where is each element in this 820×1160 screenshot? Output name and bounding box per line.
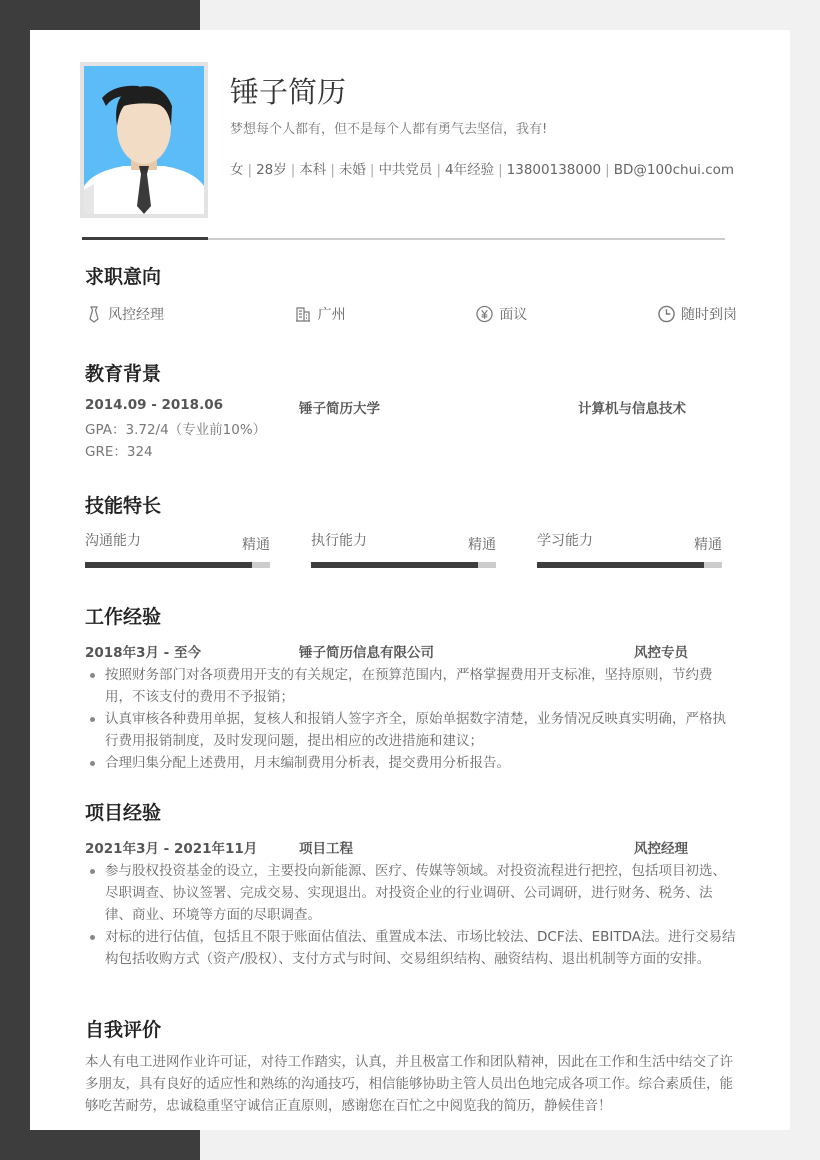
intent-city [295,304,346,324]
list-item: 参与股权投资基金的设立，主要投向新能源、医疗、传媒等领域。对投资流程进行把控，包括项目初选、尽职调查、协议签署、完成交易、实现退出。对投资企业的行业调研、公司调研，进行财务、税务、法律、商业、环境等方面的尽职调查。 [85,860,737,926]
gender: 女 [230,162,244,178]
motto: 梦想每个人都有，但不是每个人都有勇气去坚信，我有! [230,122,548,137]
list-item: 对标的进行估值，包括且不限于账面估值法、重置成本法、市场比较法、DCF法、EBITDA法。进行交易结构包括收购方式（资产/股权）、支付方式与时间、交易组织结构、融资结构、退出机制等方面的安排。 [85,926,737,970]
intent-city-label: 广州 [317,307,346,323]
education-school: 锤子简历大学 [299,401,380,417]
age: 28岁 [256,162,287,178]
self-evaluation: 本人有电工进网作业许可证，对待工作踏实，认真，并且极富工作和团队精神，因此在工作和生活中结交了许多朋友，具有良好的适应性和熟练的沟通技巧，相信能够协助主管人员出色地完成各项工作。综合素质佳，能够吃苦耐劳，忠诚稳重坚守诚信正直原则，感谢您在百忙之中阅览我的简历，静候佳音！ [85,1054,733,1114]
section-title-skills: 技能特长 [85,495,162,517]
section-title-intent: 求职意向 [85,266,162,288]
candidate-name: 锤子简历 [230,75,347,109]
avatar-illustration [84,66,204,214]
skills-list [85,530,737,570]
work-role: 风控专员 [634,645,688,661]
degree: 本科 [299,162,327,178]
intent-availability [658,304,737,324]
yen-icon [476,306,493,323]
section-title-work: 工作经验 [85,606,162,628]
political-status: 中共党员 [378,162,433,178]
project-role: 风控经理 [634,841,688,857]
intent-availability-label: 随时到岗 [680,307,737,323]
work-company: 锤子简历信息有限公司 [299,645,434,661]
avatar [80,62,208,218]
skill-bar-fill [311,562,478,568]
section-title-self: 自我评价 [85,1019,162,1041]
intent-salary [476,304,527,324]
education-gpa: GPA：3.72/4（专业前10%） [85,422,267,438]
skill-level: 精通 [468,537,496,553]
list-item: 按照财务部门对各项费用开支的有关规定，在预算范围内，严格掌握费用开支标准，坚持原则，节约费用，不该支付的费用不予报销； [85,664,737,708]
skill-name: 执行能力 [311,533,367,549]
skill-item [85,530,270,568]
building-icon [295,306,312,323]
email: BD@100chui.com [613,162,735,178]
work-date: 2018年3月 - 至今 [85,645,201,661]
skill-level: 精通 [242,537,270,553]
header-divider-accent [82,237,208,240]
intent-position [85,304,164,324]
education-major: 计算机与信息技术 [578,401,686,417]
skill-item [537,530,722,568]
intent-salary-label: 面议 [499,307,528,323]
project-name: 项目工程 [299,841,353,857]
skill-bar [537,562,722,568]
section-title-project: 项目经验 [85,802,162,824]
clock-icon [658,306,675,323]
resume-page [30,30,790,1130]
education-date: 2014.09 - 2018.06 [85,397,223,413]
project-date: 2021年3月 - 2021年11月 [85,841,258,857]
job-intent-row [85,304,737,324]
intent-position-label: 风控经理 [108,307,164,323]
skill-name: 沟通能力 [85,533,141,549]
list-item: 合理归集分配上述费用，月末编制费用分析表，提交费用分析报告。 [85,752,737,774]
project-duties [85,860,737,970]
skill-bar-fill [537,562,704,568]
phone: 13800138000 [506,162,602,178]
skill-bar-fill [85,562,252,568]
skill-bar [85,562,270,568]
experience-years: 4年经验 [445,162,495,178]
header-divider [208,238,725,240]
skill-level: 精通 [694,537,722,553]
education-gre: GRE：324 [85,444,153,460]
skill-item [311,530,496,568]
list-item: 认真审核各种费用单据，复核人和报销人签字齐全，原始单据数字清楚，业务情况反映真实明确，严格执行费用报销制度，及时发现问题，提出相应的改进措施和建议； [85,708,737,752]
marital-status: 未婚 [338,162,366,178]
work-duties [85,664,737,774]
skill-name: 学习能力 [537,533,593,549]
tie-icon [85,306,102,323]
personal-info: 女 | 28岁 | 本科 | 未婚 | 中共党员 | 4年经验 | 13800138000 | BD@100chui.com [230,162,735,178]
section-title-education: 教育背景 [85,363,162,385]
skill-bar [311,562,496,568]
